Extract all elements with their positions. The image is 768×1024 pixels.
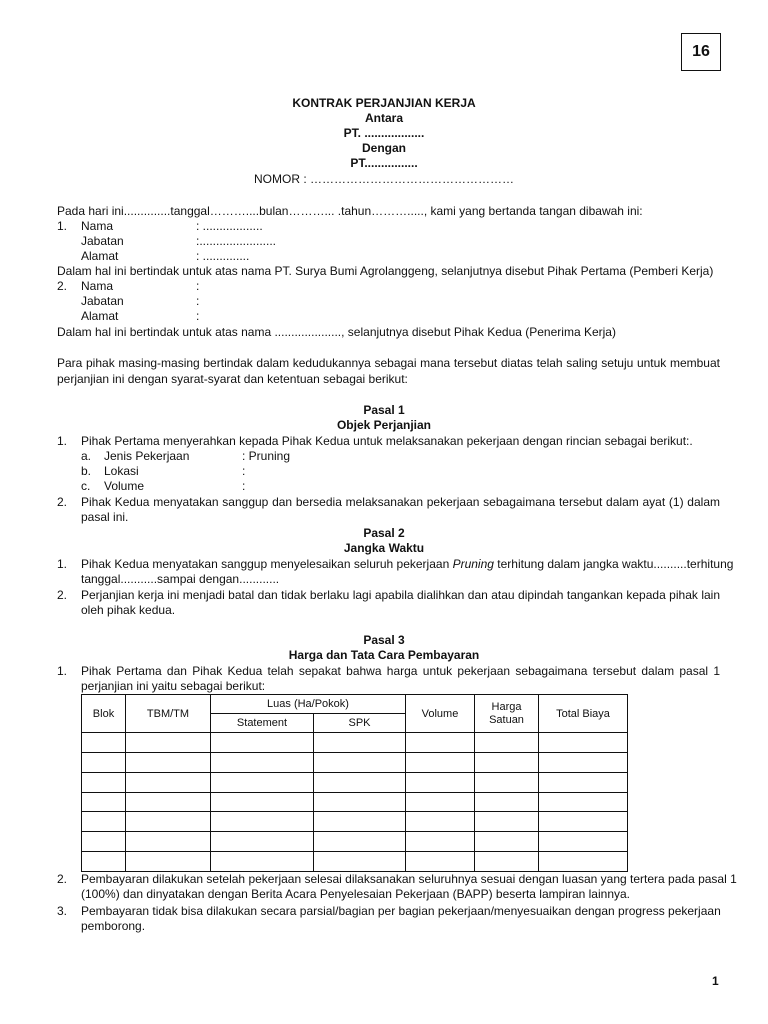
- column-header-tbm: TBM/TM: [126, 695, 211, 733]
- table-row: [82, 832, 628, 852]
- table-cell: [475, 733, 539, 753]
- table-row: [82, 852, 628, 872]
- pasal2-item1-line1: Pihak Kedua menyatakan sanggup menyelesaikan seluruh pekerjaan Pruning terhitung dalam jangka waktu..........terhitung: [81, 557, 734, 571]
- pasal3-item2-line1: Pembayaran dilakukan setelah pekerjaan selesai dilaksanakan seluruhnya sesuai dengan luasan yang tertera pada pasal 1: [81, 872, 737, 886]
- table-cell: [211, 852, 314, 872]
- pasal3-item1-line2: perjanjian ini yaitu sebagai berikut:: [81, 679, 266, 693]
- table-cell: [475, 832, 539, 852]
- pasal2-item2-number: 2.: [57, 588, 68, 602]
- column-header-statement: Statement: [211, 714, 314, 733]
- table-row: [82, 752, 628, 772]
- table-cell: [314, 812, 406, 832]
- pasal2-item1-line2: tanggal...........sampai dengan............: [81, 572, 280, 586]
- column-header-harga-satuan: Harga Satuan: [475, 695, 539, 733]
- table-cell: [211, 832, 314, 852]
- table-cell: [211, 812, 314, 832]
- agreement-paragraph-line2: perjanjian ini dengan syarat-syarat dan ketentuan sebagai berikut:: [57, 372, 408, 386]
- table-cell: [82, 812, 126, 832]
- pasal2-subtitle: Jangka Waktu: [343, 541, 425, 555]
- table-cell: [82, 733, 126, 753]
- table-cell: [314, 733, 406, 753]
- page-badge: 16: [681, 33, 721, 71]
- pasal3-item1-number: 1.: [57, 664, 68, 678]
- party2-value-nama: :: [196, 279, 200, 293]
- table-cell: [475, 772, 539, 792]
- column-header-total-biaya: Total Biaya: [539, 695, 628, 733]
- pasal2-item2-line2: oleh pihak kedua.: [81, 603, 176, 617]
- party1-value-jabatan: :.......................: [196, 234, 277, 248]
- table-cell: [475, 792, 539, 812]
- table-cell: [406, 772, 475, 792]
- column-header-blok: Blok: [82, 695, 126, 733]
- table-row: [82, 792, 628, 812]
- table-row: [82, 812, 628, 832]
- table-cell: [126, 752, 211, 772]
- party1-number: 1.: [57, 219, 68, 233]
- table-cell: [406, 812, 475, 832]
- party1-value-alamat: : ..............: [196, 249, 250, 263]
- party2-value-alamat: :: [196, 309, 200, 323]
- table-cell: [314, 852, 406, 872]
- table-cell: [314, 772, 406, 792]
- pasal3-item3-line1: Pembayaran tidak bisa dilakukan secara parsial/bagian per bagian pekerjaan/menyesuaikan dengan progress pekerjaan: [81, 904, 721, 918]
- price-table: [81, 694, 628, 872]
- party1-label-jabatan: Jabatan: [81, 234, 124, 248]
- table-cell: [126, 792, 211, 812]
- pasal1-sub-a-label: Jenis Pekerjaan: [104, 449, 190, 463]
- page-number: 1: [712, 974, 719, 988]
- column-header-spk: SPK: [314, 714, 406, 733]
- table-cell: [126, 772, 211, 792]
- pasal3-item2-line2: (100%) dan dinyatakan dengan Berita Acara Penyelesaian Pekerjaan (BAPP) beserta lampiran lainnya.: [81, 887, 630, 901]
- pasal1-item2-line1: Pihak Kedua menyatakan sanggup dan bersedia melaksanakan pekerjaan sebagaimana tersebut dalam ayat (1) dalam: [81, 495, 720, 509]
- pasal1-item2-number: 2.: [57, 495, 68, 509]
- table-cell: [82, 752, 126, 772]
- party1-statement: Dalam hal ini bertindak untuk atas nama PT. Surya Bumi Agrolanggeng, selanjutnya disebut Pihak Pertama (Pemberi Kerja): [57, 264, 714, 278]
- pasal1-sub-a-value: : Pruning: [242, 449, 291, 463]
- table-row: [82, 733, 628, 753]
- table-cell: [211, 752, 314, 772]
- price-table-body: [82, 733, 628, 872]
- table-cell: [314, 752, 406, 772]
- column-header-volume: Volume: [406, 695, 475, 733]
- table-cell: [211, 792, 314, 812]
- table-cell: [82, 772, 126, 792]
- party1-label-nama: Nama: [81, 219, 114, 233]
- table-cell: [539, 772, 628, 792]
- header-nomor: NOMOR : ……………………………………………: [254, 172, 514, 186]
- table-cell: [406, 832, 475, 852]
- party2-number: 2.: [57, 279, 68, 293]
- table-cell: [126, 832, 211, 852]
- party2-value-jabatan: :: [196, 294, 200, 308]
- header-antara: Antara: [364, 111, 403, 125]
- table-cell: [211, 733, 314, 753]
- party2-label-nama: Nama: [81, 279, 114, 293]
- contract-title: KONTRAK PERJANJIAN KERJA: [292, 96, 476, 110]
- pasal1-sub-c-value: :: [242, 479, 246, 493]
- pasal1-subtitle: Objek Perjanjian: [336, 418, 432, 432]
- table-cell: [539, 852, 628, 872]
- pasal3-item1-line1: Pihak Pertama dan Pihak Kedua telah sepakat bahwa harga untuk pekerjaan sebagaimana tersebut dalam pasal 1: [81, 664, 720, 678]
- pasal1-title: Pasal 1: [363, 403, 405, 417]
- pasal2-item1-number: 1.: [57, 557, 68, 571]
- intro-date-line: Pada hari ini..............tanggal………....bulan………... .tahun………....., kami yang bertanda tangan dibawah ini:: [57, 204, 643, 218]
- table-cell: [314, 792, 406, 812]
- header-dengan: Dengan: [361, 141, 406, 155]
- table-cell: [406, 733, 475, 753]
- pasal3-item3-number: 3.: [57, 904, 68, 918]
- pasal1-item1-number: 1.: [57, 434, 68, 448]
- table-cell: [82, 852, 126, 872]
- pasal3-item2-number: 2.: [57, 872, 68, 886]
- table-cell: [539, 792, 628, 812]
- header-pt-second: PT................: [350, 156, 418, 170]
- table-cell: [82, 792, 126, 812]
- table-row: [82, 772, 628, 792]
- table-cell: [475, 812, 539, 832]
- pasal3-title: Pasal 3: [363, 633, 405, 647]
- table-cell: [126, 812, 211, 832]
- table-cell: [314, 832, 406, 852]
- pasal1-sub-b-label: Lokasi: [104, 464, 139, 478]
- pasal3-item3-line2: pemborong.: [81, 919, 146, 933]
- pasal1-sub-b-value: :: [242, 464, 246, 478]
- pasal2-title: Pasal 2: [363, 526, 405, 540]
- party2-label-jabatan: Jabatan: [81, 294, 124, 308]
- table-cell: [539, 832, 628, 852]
- pasal2-item2-line1: Perjanjian kerja ini menjadi batal dan tidak berlaku lagi apabila dialihkan dan atau dipindah tangankan kepada pihak lain: [81, 588, 720, 602]
- party1-value-nama: : ..................: [196, 219, 263, 233]
- pasal1-item2-line2: pasal ini.: [81, 510, 129, 524]
- pasal3-subtitle: Harga dan Tata Cara Pembayaran: [288, 648, 480, 662]
- table-cell: [539, 733, 628, 753]
- pasal1-item1-text: Pihak Pertama menyerahkan kepada Pihak Kedua untuk melaksanakan pekerjaan dengan rincian sebagai berikut:.: [81, 434, 693, 448]
- header-pt-first: PT. ..................: [343, 126, 425, 140]
- party2-statement: Dalam hal ini bertindak untuk atas nama ...................., selanjutnya disebut Pihak Kedua (Penerima Kerja): [57, 325, 616, 339]
- agreement-paragraph-line1: Para pihak masing-masing bertindak dalam kedudukannya sebagai mana tersebut diatas telah saling setuju untuk membuat: [57, 356, 720, 370]
- party2-label-alamat: Alamat: [81, 309, 119, 323]
- table-cell: [126, 852, 211, 872]
- table-cell: [475, 852, 539, 872]
- party1-label-alamat: Alamat: [81, 249, 119, 263]
- table-cell: [475, 752, 539, 772]
- pasal1-sub-a-letter: a.: [81, 449, 92, 463]
- table-cell: [126, 733, 211, 753]
- pasal1-sub-c-letter: c.: [81, 479, 91, 493]
- column-header-luas: Luas (Ha/Pokok): [211, 695, 406, 714]
- table-cell: [406, 752, 475, 772]
- table-cell: [406, 852, 475, 872]
- pasal1-sub-b-letter: b.: [81, 464, 92, 478]
- pasal1-sub-c-label: Volume: [104, 479, 145, 493]
- table-cell: [82, 832, 126, 852]
- table-cell: [406, 792, 475, 812]
- table-cell: [539, 752, 628, 772]
- table-cell: [539, 812, 628, 832]
- table-cell: [211, 772, 314, 792]
